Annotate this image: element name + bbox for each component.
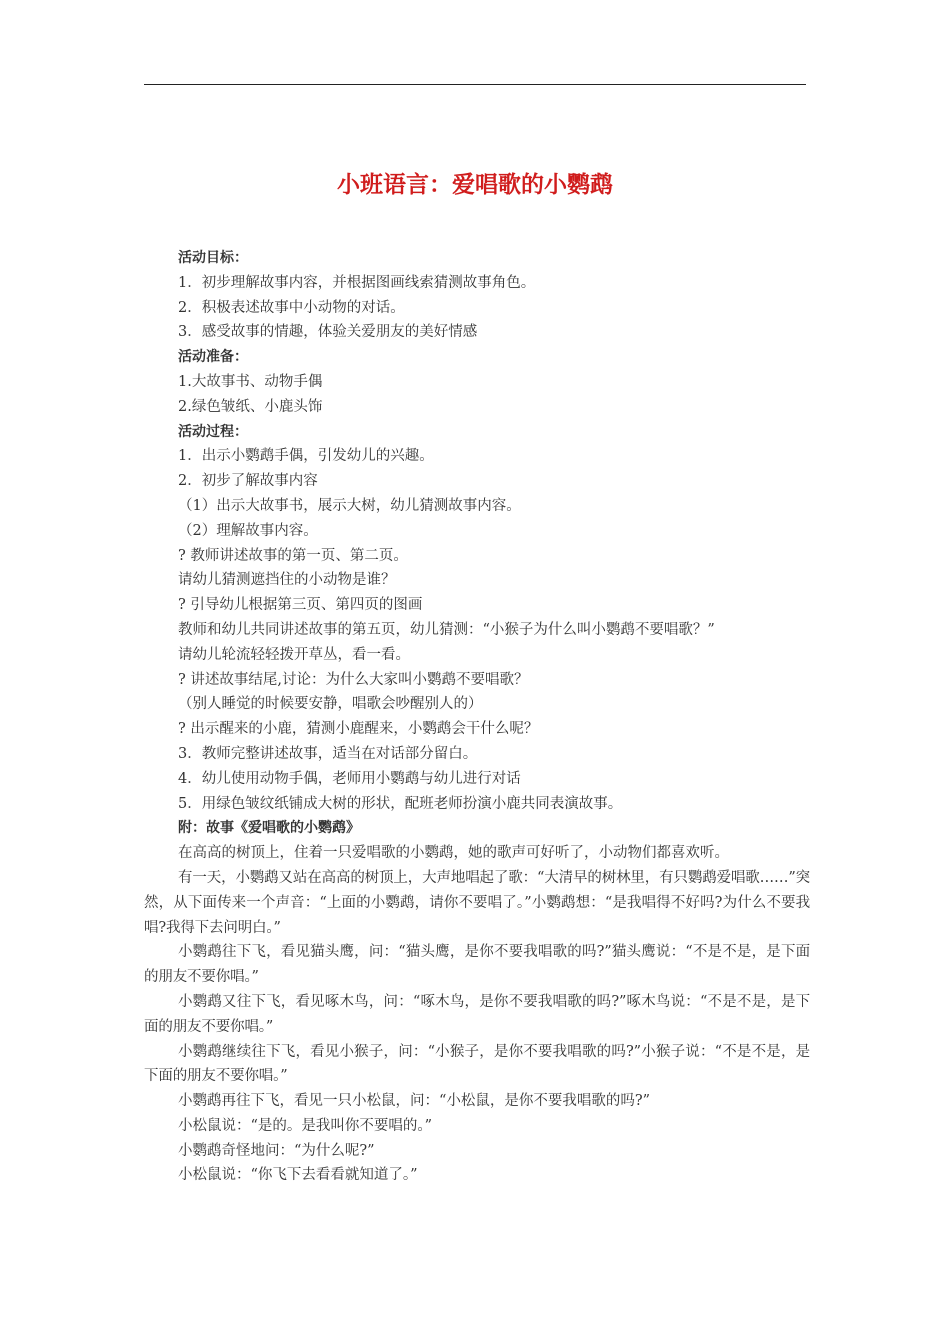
body-line: （别人睡觉的时候要安静，唱歌会吵醒别人的）	[178, 696, 483, 713]
body-line: （1）出示大故事书，展示大树，幼儿猜测故事内容。	[178, 497, 521, 514]
body-line: （2）理解故事内容。	[178, 522, 318, 539]
body-line: 2．初步了解故事内容	[178, 473, 318, 490]
body-line: ? 出示醒来的小鹿，猜测小鹿醒来，小鹦鹉会干什么呢？	[178, 721, 539, 738]
section-heading: 活动准备：	[178, 349, 248, 366]
body-line: 1.大故事书、动物手偶	[178, 373, 323, 390]
body-line: ? 引导幼儿根据第三页、第四页的图画	[178, 597, 423, 614]
story-paragraph: 有一天，小鹦鹉又站在高高的树顶上，大声地唱起了歌：“大清早的树林里，有只鹦鹉爱唱歌……”突然，从下面传来一个声音：“上面的小鹦鹉，请你不要唱了。”小鹦鹉想：“是我唱得不好吗?为什么不要我唱?我得下去问明白。”	[144, 869, 810, 936]
body-line: 在高高的树顶上，住着一只爱唱歌的小鹦鹉，她的歌声可好听了，小动物们都喜欢听。	[178, 845, 729, 862]
section-heading: 活动过程：	[178, 423, 248, 440]
document-title: 小班语言：爱唱歌的小鹦鹉	[337, 172, 613, 198]
body-line: 2.绿色皱纸、小鹿头饰	[178, 398, 323, 415]
section-heading: 附：故事《爱唱歌的小鹦鹉》	[178, 820, 360, 837]
body-line: ? 教师讲述故事的第一页、第二页。	[178, 547, 408, 564]
header-rule	[144, 84, 806, 85]
body-line: 1．出示小鹦鹉手偶，引发幼儿的兴趣。	[178, 448, 434, 465]
body-line: 小鹦鹉再往下飞，看见一只小松鼠，问：“小松鼠，是你不要我唱歌的吗?”	[178, 1093, 651, 1110]
body-line: 5．用绿色皱纹纸铺成大树的形状，配班老师扮演小鹿共同表演故事。	[178, 795, 623, 812]
body-line: ? 讲述故事结尾,讨论：为什么大家叫小鹦鹉不要唱歌？	[178, 671, 529, 688]
document-body	[144, 246, 810, 1188]
section-heading: 活动目标：	[178, 250, 248, 266]
body-line: 小鹦鹉奇怪地问：“为什么呢?”	[178, 1142, 375, 1159]
story-paragraph: 小鹦鹉往下飞，看见猫头鹰，问：“猫头鹰，是你不要我唱歌的吗?”猫头鹰说：“不是不是，是下面的朋友不要你唱。”	[144, 944, 810, 986]
body-line: 3．教师完整讲述故事，适当在对话部分留白。	[178, 745, 478, 762]
body-line: 小松鼠说：“是的。是我叫你不要唱的。”	[178, 1117, 433, 1134]
body-line: 请幼儿猜测遮挡住的小动物是谁？	[178, 572, 396, 589]
story-paragraph: 小鹦鹉又往下飞，看见啄木鸟，问：“啄木鸟，是你不要我唱歌的吗?”啄木鸟说：“不是不是，是下面的朋友不要你唱。”	[144, 993, 810, 1035]
body-line: 4．幼儿使用动物手偶，老师用小鹦鹉与幼儿进行对话	[178, 770, 521, 787]
body-line: 2．积极表述故事中小动物的对话。	[178, 299, 405, 316]
body-line: 请幼儿轮流轻轻拨开草丛，看一看。	[178, 646, 410, 663]
body-line: 3．感受故事的情趣，体验关爱朋友的美好情感	[178, 324, 478, 341]
body-line: 教师和幼儿共同讲述故事的第五页，幼儿猜测：“小猴子为什么叫小鹦鹉不要唱歌？”	[178, 621, 715, 638]
story-paragraph: 小鹦鹉继续往下飞，看见小猴子，问：“小猴子，是你不要我唱歌的吗?”小猴子说：“不是不是，是下面的朋友不要你唱。”	[144, 1043, 810, 1085]
body-line: 1．初步理解故事内容，并根据图画线索猜测故事角色。	[178, 274, 536, 291]
body-line: 小松鼠说：“你飞下去看看就知道了。”	[178, 1167, 418, 1184]
